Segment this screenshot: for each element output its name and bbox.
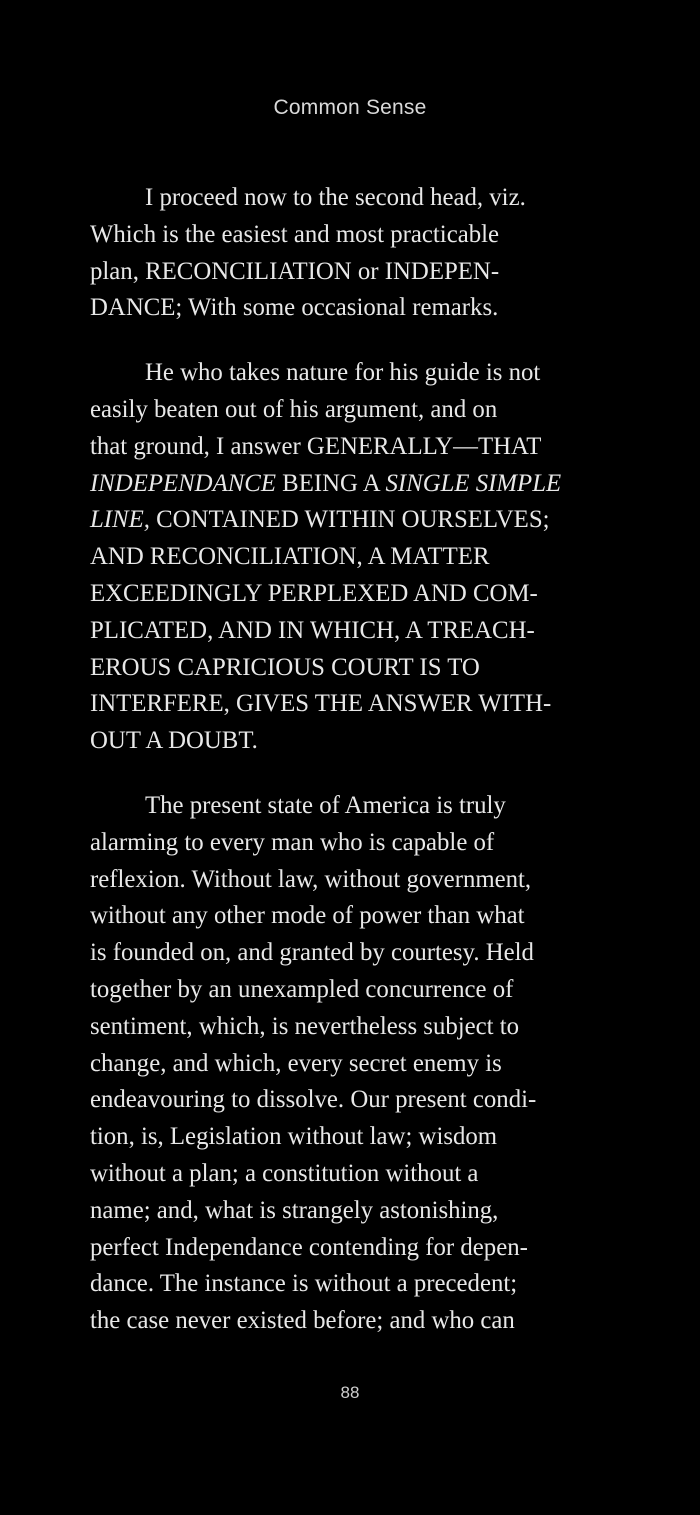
text-line: endeavouring to dissolve. Our present condi- [90,1086,537,1114]
page-number: 88 [340,1383,360,1402]
text-line: EROUS CAPRICIOUS COURT IS TO [90,653,480,681]
text-line: tion, is, Legislation without law; wisdom [90,1123,498,1151]
text-line: He who takes nature for his guide is not [145,359,541,387]
text-line: plan, RECONCILIATION or INDEPEN- [90,257,500,285]
text-line: perfect Independance contending for depen- [90,1233,528,1261]
text-line: reflexion. Without law, without government, [90,865,532,893]
text-line: without a plan; a constitution without a [90,1159,479,1187]
text-line [90,466,630,503]
text-line: is founded on, and granted by courtesy. Held [90,939,534,967]
paragraph-3 [90,788,630,1340]
text-line [90,502,630,539]
paragraph-2 [90,355,630,760]
text-line: that ground, I answer GENERALLY—THAT [90,432,542,460]
text-line: PLICATED, AND IN WHICH, A TREACH- [90,616,535,644]
italic-text: INDEPENDANCE [90,469,276,497]
roman-text: CONTAINED WITHIN OURSELVES; [149,506,550,534]
roman-text: BEING A [275,469,386,497]
text-line: Which is the easiest and most practicable [90,220,500,248]
text-line: EXCEEDINGLY PERPLEXED AND COM- [90,579,538,607]
text-line: OUT A DOUBT. [90,727,258,755]
text-line: I proceed now to the second head, viz. [145,184,526,211]
text-line: name; and, what is strangely astonishing, [90,1196,499,1224]
italic-text: LINE, [90,506,150,534]
text-line: INTERFERE, GIVES THE ANSWER WITH- [90,690,552,718]
italic-text: SINGLE SIMPLE [385,469,562,497]
text-line: alarming to every man who is capable of [90,828,495,856]
page-text [90,180,630,1368]
text-line: AND RECONCILIATION, A MATTER [90,543,490,571]
book-title-header: Common Sense [273,96,427,119]
text-line: change, and which, every secret enemy is [90,1049,502,1077]
paragraph-1 [90,180,630,327]
text-line: DANCE; With some occasional remarks. [90,294,499,322]
text-line: dance. The instance is without a precedent; [90,1270,518,1298]
text-line: The present state of America is truly [145,791,506,819]
text-line: without any other mode of power than what [90,902,525,930]
text-line: the case never existed before; and who can [90,1307,515,1335]
text-line: together by an unexampled concurrence of [90,975,514,1003]
text-line: sentiment, which, is nevertheless subject to [90,1012,520,1040]
text-line: easily beaten out of his argument, and on [90,395,498,423]
